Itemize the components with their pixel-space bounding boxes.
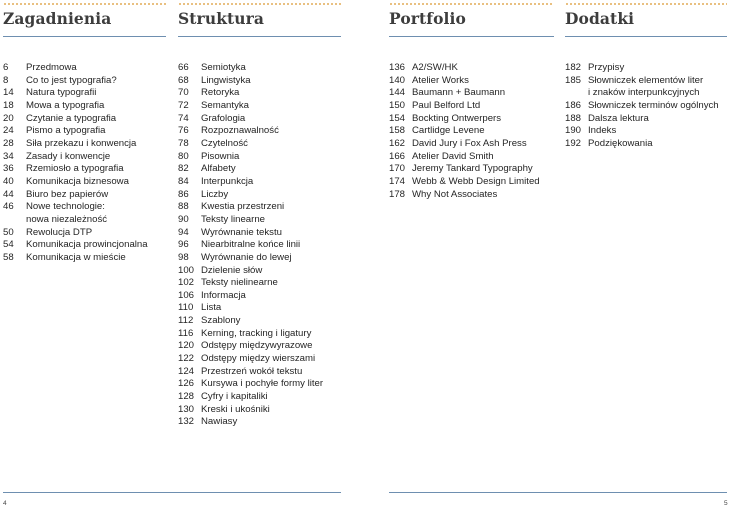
toc-page-number: 68 <box>178 74 189 86</box>
toc-page-number: 150 <box>389 99 406 111</box>
toc-entry-title: A2/SW/HK <box>412 62 458 73</box>
toc-entry <box>3 163 166 176</box>
toc-entry-title: Lista <box>201 302 222 314</box>
toc-page-number: 8 <box>3 74 9 86</box>
section-heading: Struktura <box>178 9 265 28</box>
toc-page-number: 28 <box>3 137 14 149</box>
toc-entry-title: Why Not Associates <box>412 188 498 200</box>
dotted-rule <box>178 3 341 5</box>
toc-list <box>565 62 727 151</box>
toc-page-number: 70 <box>178 87 189 99</box>
toc-entry <box>178 75 341 88</box>
toc-entry-title: Lingwistyka <box>201 74 251 86</box>
toc-entry <box>178 201 341 214</box>
toc-page-number: 98 <box>178 251 189 263</box>
toc-entry <box>565 125 727 138</box>
toc-entry-title: Liczby <box>201 188 229 200</box>
footer-rule-right <box>389 492 727 493</box>
toc-entry-title: Semiotyka <box>201 62 246 73</box>
heading-rule <box>178 36 341 37</box>
toc-entry-title: Słowniczek terminów ogólnych <box>588 99 719 111</box>
toc-entry <box>565 75 727 100</box>
toc-entry <box>178 62 341 75</box>
toc-page-number: 36 <box>3 163 14 175</box>
toc-entry <box>178 125 341 138</box>
toc-entry-title: Retoryka <box>201 87 240 99</box>
section-heading: Zagadnienia <box>3 9 112 28</box>
toc-entry <box>3 113 166 126</box>
toc-page-number: 102 <box>178 277 195 289</box>
toc-page-number: 110 <box>178 302 194 314</box>
toc-entry <box>389 75 554 88</box>
dotted-rule <box>389 3 554 5</box>
toc-entry-title: Kreski i ukośniki <box>201 403 270 415</box>
toc-page-number: 136 <box>389 62 406 73</box>
toc-page-number: 106 <box>178 289 195 301</box>
toc-entry-title: Biuro bez papierów <box>26 188 109 200</box>
toc-page-number: 46 <box>3 201 14 213</box>
toc-entry <box>3 201 166 226</box>
toc-entry <box>178 176 341 189</box>
toc-entry-title: Słowniczek elementów liter i znaków interpunkcyjnych <box>588 74 704 99</box>
toc-page-number: 96 <box>178 239 189 251</box>
toc-page-number: 80 <box>178 150 189 162</box>
toc-page-number: 140 <box>389 74 406 86</box>
toc-entry <box>389 125 554 138</box>
toc-entry-title: Komunikacja prowincjonalna <box>26 239 148 251</box>
toc-entry <box>178 290 341 303</box>
toc-page-number: 58 <box>3 251 14 263</box>
section-heading: Dodatki <box>565 9 635 28</box>
toc-page-number: 6 <box>3 62 9 73</box>
toc-page-number: 192 <box>565 137 582 149</box>
toc-entry <box>178 328 341 341</box>
toc-entry <box>389 189 554 202</box>
toc-entry-title: Interpunkcja <box>201 175 254 187</box>
toc-page-number: 174 <box>389 175 406 187</box>
toc-page-number: 162 <box>389 137 406 149</box>
page-number-right: 5 <box>724 500 728 507</box>
toc-entry <box>178 315 341 328</box>
toc-entry <box>3 239 166 252</box>
toc-entry <box>3 189 166 202</box>
toc-entry <box>178 340 341 353</box>
toc-page-number: 74 <box>178 112 189 124</box>
toc-page-number: 144 <box>389 87 406 99</box>
toc-entry-title: Dzielenie słów <box>201 264 263 276</box>
toc-page-number: 54 <box>3 239 14 251</box>
toc-entry-title: Niearbitralne końce linii <box>201 239 301 251</box>
toc-entry-title: Czytelność <box>201 137 248 149</box>
toc-page-number: 40 <box>3 175 14 187</box>
toc-page-number: 185 <box>565 74 582 86</box>
dotted-rule <box>3 3 166 5</box>
heading-rule <box>565 36 727 37</box>
toc-entry-title: David Jury i Fox Ash Press <box>412 137 527 149</box>
toc-page-number: 14 <box>3 87 14 99</box>
toc-entry <box>178 265 341 278</box>
toc-list <box>178 62 341 429</box>
toc-entry <box>178 163 341 176</box>
toc-page-number: 120 <box>178 340 195 352</box>
toc-entry-title: Nowe technologie: nowa niezależność <box>26 201 108 225</box>
toc-entry-title: Paul Belford Ltd <box>412 99 481 111</box>
toc-entry-title: Teksty nielinearne <box>201 277 278 289</box>
toc-entry <box>565 113 727 126</box>
section-heading: Portfolio <box>389 9 466 28</box>
toc-entry <box>389 62 554 75</box>
toc-entry <box>389 100 554 113</box>
toc-page-number: 90 <box>178 213 189 225</box>
toc-entry <box>389 138 554 151</box>
toc-entry <box>565 100 727 113</box>
toc-entry-title: Semantyka <box>201 99 249 111</box>
toc-entry-title: Przedmowa <box>26 62 77 73</box>
toc-entry-title: Webb & Webb Design Limited <box>412 175 540 187</box>
dotted-rule <box>565 3 727 5</box>
heading-rule <box>389 36 554 37</box>
toc-page-number: 88 <box>178 201 189 213</box>
toc-list <box>389 62 554 201</box>
toc-entry-title: Komunikacja w mieście <box>26 251 126 263</box>
toc-entry-title: Grafologia <box>201 112 246 124</box>
toc-entry <box>178 391 341 404</box>
toc-entry <box>389 151 554 164</box>
toc-entry-title: Przestrzeń wokół tekstu <box>201 365 303 377</box>
toc-page-number: 158 <box>389 125 406 137</box>
toc-entry-title: Atelier Works <box>412 74 469 86</box>
toc-entry <box>178 378 341 391</box>
toc-page-number: 18 <box>3 99 14 111</box>
toc-page-number: 78 <box>178 137 189 149</box>
toc-entry <box>178 227 341 240</box>
toc-entry-title: Mowa a typografia <box>26 99 105 111</box>
toc-entry-title: Odstępy międzywyrazowe <box>201 340 313 352</box>
toc-entry-title: Cyfry i kapitaliki <box>201 391 268 403</box>
toc-page-number: 66 <box>178 62 189 73</box>
toc-entry-title: Komunikacja biznesowa <box>26 175 129 187</box>
toc-entry-title: Pisownia <box>201 150 240 162</box>
toc-entry-title: Baumann + Baumann <box>412 87 506 99</box>
toc-page-number: 86 <box>178 188 189 200</box>
toc-entry <box>178 214 341 227</box>
toc-page-number: 50 <box>3 226 14 238</box>
toc-entry <box>3 75 166 88</box>
toc-entry-title: Dalsza lektura <box>588 112 649 124</box>
toc-entry <box>178 416 341 429</box>
toc-page-number: 154 <box>389 112 406 124</box>
toc-entry-title: Kursywa i pochyłe formy liter <box>201 378 324 390</box>
toc-entry <box>3 125 166 138</box>
toc-entry-title: Czytanie a typografia <box>26 112 117 124</box>
toc-entry <box>389 176 554 189</box>
toc-entry-title: Przypisy <box>588 62 625 73</box>
toc-page-number: 72 <box>178 99 189 111</box>
toc-entry-title: Odstępy między wierszami <box>201 353 316 365</box>
toc-entry <box>178 302 341 315</box>
toc-entry-title: Co to jest typografia? <box>26 74 117 86</box>
toc-entry <box>389 113 554 126</box>
footer-rule-left <box>3 492 341 493</box>
toc-entry-title: Szablony <box>201 315 241 327</box>
toc-page-number: 170 <box>389 163 406 175</box>
toc-page-number: 126 <box>178 378 195 390</box>
toc-page-number: 34 <box>3 150 14 162</box>
toc-entry <box>389 163 554 176</box>
toc-page-number: 24 <box>3 125 14 137</box>
toc-entry-title: Teksty linearne <box>201 213 265 225</box>
toc-page-number: 182 <box>565 62 582 73</box>
toc-entry <box>178 100 341 113</box>
toc-page-number: 94 <box>178 226 189 238</box>
toc-page-number: 188 <box>565 112 582 124</box>
toc-entry <box>178 239 341 252</box>
toc-page-number: 178 <box>389 188 406 200</box>
toc-entry <box>3 138 166 151</box>
toc-entry <box>178 189 341 202</box>
toc-entry <box>3 100 166 113</box>
toc-entry-title: Natura typografii <box>26 87 97 99</box>
toc-page-number: 186 <box>565 99 582 111</box>
toc-entry-title: Wyrównanie do lewej <box>201 251 292 263</box>
toc-entry-title: Rozpoznawalność <box>201 125 279 137</box>
toc-entry <box>3 176 166 189</box>
toc-entry <box>389 87 554 100</box>
toc-entry-title: Wyrównanie tekstu <box>201 226 282 238</box>
toc-entry <box>178 366 341 379</box>
toc-entry-title: Kwestia przestrzeni <box>201 201 285 213</box>
toc-page-number: 82 <box>178 163 189 175</box>
toc-entry-title: Siła przekazu i konwencja <box>26 137 137 149</box>
toc-entry-title: Jeremy Tankard Typography <box>412 163 533 175</box>
toc-entry <box>565 138 727 151</box>
toc-entry <box>178 252 341 265</box>
toc-entry-title: Kerning, tracking i ligatury <box>201 327 312 339</box>
toc-entry <box>178 138 341 151</box>
toc-page-number: 190 <box>565 125 582 137</box>
toc-list <box>3 62 166 265</box>
toc-entry <box>3 252 166 265</box>
toc-page-number: 20 <box>3 112 14 124</box>
toc-page-number: 124 <box>178 365 195 377</box>
toc-entry-title: Bockting Ontwerpers <box>412 112 502 124</box>
toc-entry <box>3 62 166 75</box>
toc-entry-title: Zasady i konwencje <box>26 150 111 162</box>
toc-entry-title: Atelier David Smith <box>412 150 494 162</box>
toc-page-number: 122 <box>178 353 195 365</box>
toc-page-number: 130 <box>178 403 195 415</box>
toc-page-number: 128 <box>178 391 195 403</box>
toc-entry <box>3 227 166 240</box>
toc-page-number: 166 <box>389 150 406 162</box>
toc-entry <box>178 404 341 417</box>
toc-entry-title: Rzemiosło a typografia <box>26 163 124 175</box>
toc-page-number: 100 <box>178 264 195 276</box>
toc-page-number: 112 <box>178 315 194 327</box>
toc-entry <box>178 151 341 164</box>
heading-rule <box>3 36 166 37</box>
toc-page-number: 116 <box>178 327 194 339</box>
toc-entry <box>178 113 341 126</box>
toc-entry-title: Cartlidge Levene <box>412 125 485 137</box>
toc-entry <box>178 353 341 366</box>
toc-page-number: 76 <box>178 125 189 137</box>
toc-entry <box>3 151 166 164</box>
toc-page-number: 84 <box>178 175 189 187</box>
toc-entry <box>565 62 727 75</box>
toc-entry-title: Pismo a typografia <box>26 125 106 137</box>
toc-page-number: 132 <box>178 416 195 428</box>
toc-entry-title: Podziękowania <box>588 137 653 149</box>
toc-entry-title: Informacja <box>201 289 246 301</box>
toc-entry-title: Alfabety <box>201 163 236 175</box>
toc-entry <box>3 87 166 100</box>
toc-entry-title: Indeks <box>588 125 617 137</box>
toc-entry <box>178 87 341 100</box>
toc-entry-title: Nawiasy <box>201 416 238 428</box>
toc-page-number: 44 <box>3 188 14 200</box>
toc-entry <box>178 277 341 290</box>
page-number-left: 4 <box>3 500 7 507</box>
toc-entry-title: Rewolucja DTP <box>26 226 93 238</box>
